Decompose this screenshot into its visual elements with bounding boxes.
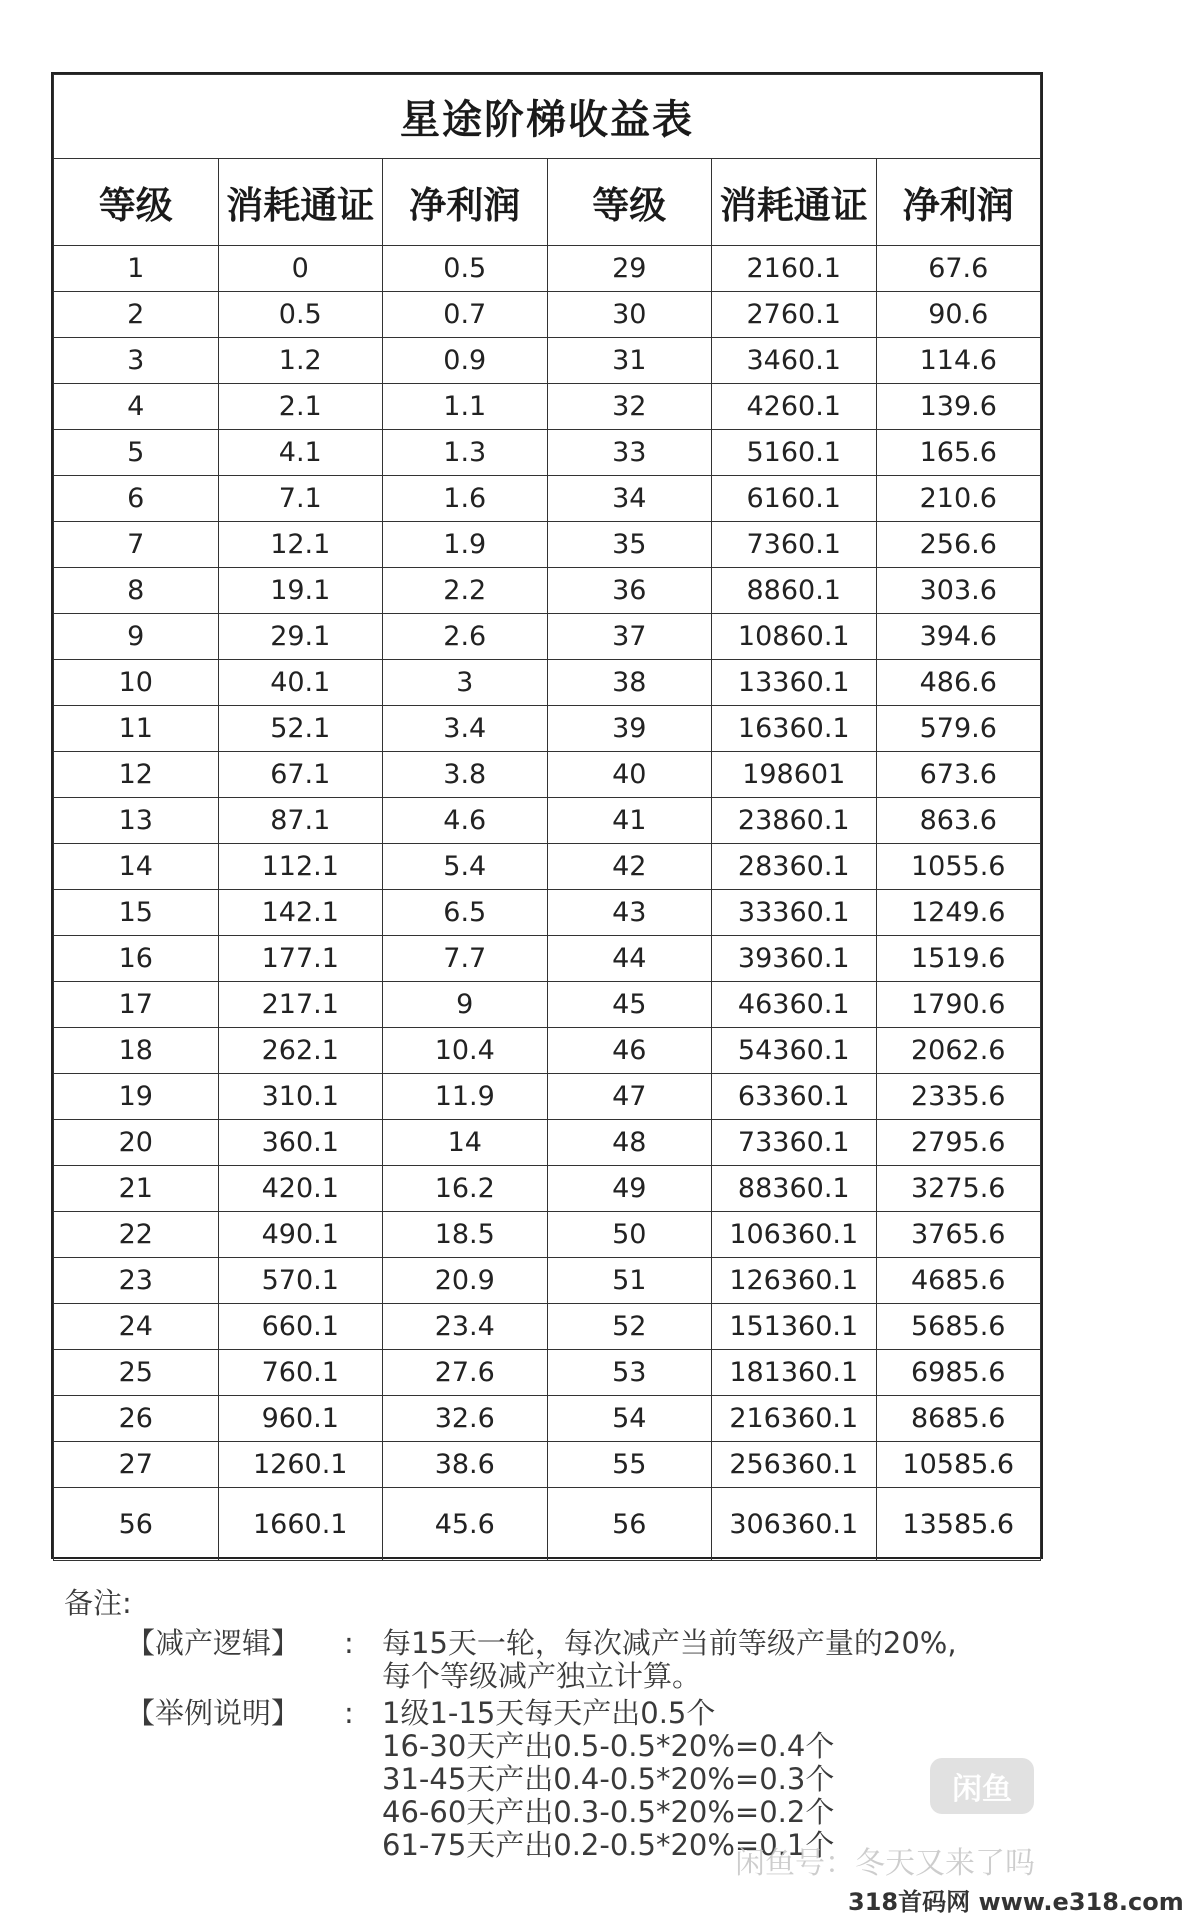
level-cell: 2	[54, 292, 219, 338]
note-reduction-logic	[126, 1627, 1024, 1693]
cost-cell: 4.1	[218, 430, 383, 476]
level-cell: 54	[547, 1396, 712, 1442]
level-cell: 19	[54, 1074, 219, 1120]
level-cell: 48	[547, 1120, 712, 1166]
level-cell: 21	[54, 1166, 219, 1212]
profit-cell: 1.1	[383, 384, 548, 430]
cost-cell: 217.1	[218, 982, 383, 1028]
profit-cell: 114.6	[876, 338, 1041, 384]
cost-cell: 1660.1	[218, 1488, 383, 1561]
cost-cell: 33360.1	[712, 890, 877, 936]
cost-cell: 760.1	[218, 1350, 383, 1396]
profit-cell: 0.9	[383, 338, 548, 384]
profit-cell: 10.4	[383, 1028, 548, 1074]
level-cell: 56	[547, 1488, 712, 1561]
column-header: 等级	[547, 159, 712, 246]
table-row	[54, 1350, 1041, 1396]
cost-cell: 16360.1	[712, 706, 877, 752]
level-cell: 17	[54, 982, 219, 1028]
level-cell: 52	[547, 1304, 712, 1350]
cost-cell: 198601	[712, 752, 877, 798]
note-line: 61-75天产出0.2-0.5*20%=0.1个	[382, 1828, 835, 1862]
level-cell: 10	[54, 660, 219, 706]
level-cell: 23	[54, 1258, 219, 1304]
profit-cell: 1.6	[383, 476, 548, 522]
profit-cell: 9	[383, 982, 548, 1028]
profit-cell: 1519.6	[876, 936, 1041, 982]
cost-cell: 1.2	[218, 338, 383, 384]
note-line: 16-30天产出0.5-0.5*20%=0.4个	[382, 1729, 835, 1763]
profit-cell: 11.9	[383, 1074, 548, 1120]
table-row	[54, 706, 1041, 752]
cost-cell: 46360.1	[712, 982, 877, 1028]
table-row	[54, 1442, 1041, 1488]
level-cell: 35	[547, 522, 712, 568]
table-row	[54, 1028, 1041, 1074]
level-cell: 55	[547, 1442, 712, 1488]
profit-cell: 18.5	[383, 1212, 548, 1258]
cost-cell: 52.1	[218, 706, 383, 752]
income-table	[53, 74, 1041, 1561]
table-row	[54, 1212, 1041, 1258]
level-cell: 41	[547, 798, 712, 844]
profit-cell: 2.2	[383, 568, 548, 614]
cost-cell: 13360.1	[712, 660, 877, 706]
cost-cell: 216360.1	[712, 1396, 877, 1442]
level-cell: 46	[547, 1028, 712, 1074]
table-row	[54, 1258, 1041, 1304]
profit-cell: 14	[383, 1120, 548, 1166]
note-lines	[382, 1627, 957, 1693]
cost-cell: 106360.1	[712, 1212, 877, 1258]
profit-cell: 4.6	[383, 798, 548, 844]
level-cell: 38	[547, 660, 712, 706]
level-cell: 51	[547, 1258, 712, 1304]
profit-cell: 3	[383, 660, 548, 706]
cost-cell: 2160.1	[712, 246, 877, 292]
profit-cell: 1.3	[383, 430, 548, 476]
cost-cell: 12.1	[218, 522, 383, 568]
cost-cell: 6160.1	[712, 476, 877, 522]
note-line: 每个等级减产独立计算。	[382, 1659, 702, 1693]
level-cell: 56	[54, 1488, 219, 1561]
profit-cell: 3.8	[383, 752, 548, 798]
level-cell: 22	[54, 1212, 219, 1258]
cost-cell: 4260.1	[712, 384, 877, 430]
table-row	[54, 936, 1041, 982]
profit-cell: 3765.6	[876, 1212, 1041, 1258]
table-row	[54, 660, 1041, 706]
cost-cell: 2.1	[218, 384, 383, 430]
level-cell: 29	[547, 246, 712, 292]
profit-cell: 3.4	[383, 706, 548, 752]
column-header: 等级	[54, 159, 219, 246]
profit-cell: 486.6	[876, 660, 1041, 706]
level-cell: 11	[54, 706, 219, 752]
level-cell: 50	[547, 1212, 712, 1258]
cost-cell: 570.1	[218, 1258, 383, 1304]
profit-cell: 13585.6	[876, 1488, 1041, 1561]
table-row	[54, 1396, 1041, 1442]
cost-cell: 360.1	[218, 1120, 383, 1166]
profit-cell: 2.6	[383, 614, 548, 660]
level-cell: 14	[54, 844, 219, 890]
table-row	[54, 292, 1041, 338]
level-cell: 49	[547, 1166, 712, 1212]
profit-cell: 165.6	[876, 430, 1041, 476]
level-cell: 26	[54, 1396, 219, 1442]
table-row	[54, 1304, 1041, 1350]
cost-cell: 0.5	[218, 292, 383, 338]
profit-cell: 863.6	[876, 798, 1041, 844]
cost-cell: 181360.1	[712, 1350, 877, 1396]
profit-cell: 2795.6	[876, 1120, 1041, 1166]
cost-cell: 7.1	[218, 476, 383, 522]
profit-cell: 579.6	[876, 706, 1041, 752]
profit-cell: 20.9	[383, 1258, 548, 1304]
profit-cell: 2335.6	[876, 1074, 1041, 1120]
author-watermark: 闲鱼号：冬天又来了吗	[735, 1846, 1035, 1881]
cost-cell: 8860.1	[712, 568, 877, 614]
level-cell: 33	[547, 430, 712, 476]
profit-cell: 45.6	[383, 1488, 548, 1561]
level-cell: 34	[547, 476, 712, 522]
cost-cell: 310.1	[218, 1074, 383, 1120]
level-cell: 1	[54, 246, 219, 292]
table-row	[54, 614, 1041, 660]
table-row	[54, 476, 1041, 522]
level-cell: 8	[54, 568, 219, 614]
table-title-row	[54, 75, 1041, 159]
cost-cell: 660.1	[218, 1304, 383, 1350]
level-cell: 16	[54, 936, 219, 982]
notes-section	[64, 1583, 1024, 1862]
cost-cell: 7360.1	[712, 522, 877, 568]
table-row	[54, 1120, 1041, 1166]
level-cell: 30	[547, 292, 712, 338]
cost-cell: 177.1	[218, 936, 383, 982]
note-colon: :	[344, 1696, 354, 1730]
level-cell: 44	[547, 936, 712, 982]
level-cell: 7	[54, 522, 219, 568]
profit-cell: 210.6	[876, 476, 1041, 522]
table-row	[54, 338, 1041, 384]
level-cell: 9	[54, 614, 219, 660]
profit-cell: 90.6	[876, 292, 1041, 338]
profit-cell: 5685.6	[876, 1304, 1041, 1350]
table-row	[54, 890, 1041, 936]
profit-cell: 5.4	[383, 844, 548, 890]
cost-cell: 1260.1	[218, 1442, 383, 1488]
note-line: 31-45天产出0.4-0.5*20%=0.3个	[382, 1762, 835, 1796]
level-cell: 4	[54, 384, 219, 430]
level-cell: 27	[54, 1442, 219, 1488]
level-cell: 13	[54, 798, 219, 844]
cost-cell: 3460.1	[712, 338, 877, 384]
profit-cell: 10585.6	[876, 1442, 1041, 1488]
profit-cell: 16.2	[383, 1166, 548, 1212]
profit-cell: 67.6	[876, 246, 1041, 292]
table-body	[54, 246, 1041, 1561]
cost-cell: 87.1	[218, 798, 383, 844]
cost-cell: 126360.1	[712, 1258, 877, 1304]
profit-cell: 2062.6	[876, 1028, 1041, 1074]
profit-cell: 0.7	[383, 292, 548, 338]
profit-cell: 6985.6	[876, 1350, 1041, 1396]
level-cell: 53	[547, 1350, 712, 1396]
note-line: 每15天一轮，每次减产当前等级产量的20%,	[382, 1626, 957, 1660]
table-row	[54, 246, 1041, 292]
profit-cell: 139.6	[876, 384, 1041, 430]
cost-cell: 54360.1	[712, 1028, 877, 1074]
profit-cell: 0.5	[383, 246, 548, 292]
profit-cell: 256.6	[876, 522, 1041, 568]
cost-cell: 40.1	[218, 660, 383, 706]
column-header: 消耗通证	[712, 159, 877, 246]
table-header-row	[54, 159, 1041, 246]
level-cell: 39	[547, 706, 712, 752]
income-table-sheet	[51, 72, 1043, 1559]
cost-cell: 28360.1	[712, 844, 877, 890]
cost-cell: 960.1	[218, 1396, 383, 1442]
level-cell: 20	[54, 1120, 219, 1166]
table-title: 星途阶梯收益表	[54, 75, 1041, 159]
table-row	[54, 752, 1041, 798]
table-row	[54, 430, 1041, 476]
note-line: 1级1-15天每天产出0.5个	[382, 1696, 716, 1730]
profit-cell: 27.6	[383, 1350, 548, 1396]
level-cell: 5	[54, 430, 219, 476]
profit-cell: 8685.6	[876, 1396, 1041, 1442]
level-cell: 31	[547, 338, 712, 384]
table-row	[54, 982, 1041, 1028]
profit-cell: 6.5	[383, 890, 548, 936]
profit-cell: 32.6	[383, 1396, 548, 1442]
table-row	[54, 1074, 1041, 1120]
profit-cell: 1790.6	[876, 982, 1041, 1028]
profit-cell: 3275.6	[876, 1166, 1041, 1212]
note-line: 46-60天产出0.3-0.5*20%=0.2个	[382, 1795, 835, 1829]
note-colon: :	[344, 1626, 354, 1660]
level-cell: 42	[547, 844, 712, 890]
cost-cell: 306360.1	[712, 1488, 877, 1561]
notes-label: 备注:	[64, 1586, 132, 1620]
level-cell: 12	[54, 752, 219, 798]
level-cell: 25	[54, 1350, 219, 1396]
note-key: 【举例说明】	[126, 1696, 301, 1730]
table-row	[54, 1166, 1041, 1212]
cost-cell: 112.1	[218, 844, 383, 890]
profit-cell: 673.6	[876, 752, 1041, 798]
note-key: 【减产逻辑】	[126, 1626, 301, 1660]
cost-cell: 29.1	[218, 614, 383, 660]
cost-cell: 63360.1	[712, 1074, 877, 1120]
cost-cell: 420.1	[218, 1166, 383, 1212]
profit-cell: 394.6	[876, 614, 1041, 660]
table-row	[54, 568, 1041, 614]
cost-cell: 142.1	[218, 890, 383, 936]
cost-cell: 73360.1	[712, 1120, 877, 1166]
cost-cell: 67.1	[218, 752, 383, 798]
column-header: 消耗通证	[218, 159, 383, 246]
table-row	[54, 798, 1041, 844]
table-row	[54, 1488, 1041, 1561]
cost-cell: 0	[218, 246, 383, 292]
level-cell: 3	[54, 338, 219, 384]
profit-cell: 38.6	[383, 1442, 548, 1488]
level-cell: 45	[547, 982, 712, 1028]
profit-cell: 7.7	[383, 936, 548, 982]
profit-cell: 1249.6	[876, 890, 1041, 936]
site-watermark: 318首码网 www.e318.com	[848, 1888, 1184, 1916]
cost-cell: 490.1	[218, 1212, 383, 1258]
cost-cell: 256360.1	[712, 1442, 877, 1488]
cost-cell: 88360.1	[712, 1166, 877, 1212]
level-cell: 15	[54, 890, 219, 936]
level-cell: 37	[547, 614, 712, 660]
level-cell: 36	[547, 568, 712, 614]
level-cell: 24	[54, 1304, 219, 1350]
cost-cell: 10860.1	[712, 614, 877, 660]
cost-cell: 23860.1	[712, 798, 877, 844]
cost-cell: 2760.1	[712, 292, 877, 338]
level-cell: 32	[547, 384, 712, 430]
cost-cell: 262.1	[218, 1028, 383, 1074]
cost-cell: 5160.1	[712, 430, 877, 476]
level-cell: 6	[54, 476, 219, 522]
column-header: 净利润	[876, 159, 1041, 246]
column-header: 净利润	[383, 159, 548, 246]
profit-cell: 4685.6	[876, 1258, 1041, 1304]
profit-cell: 1.9	[383, 522, 548, 568]
cost-cell: 39360.1	[712, 936, 877, 982]
table-row	[54, 384, 1041, 430]
xianyu-badge-watermark: 闲鱼	[930, 1758, 1034, 1814]
cost-cell: 151360.1	[712, 1304, 877, 1350]
profit-cell: 303.6	[876, 568, 1041, 614]
table-row	[54, 522, 1041, 568]
level-cell: 18	[54, 1028, 219, 1074]
level-cell: 43	[547, 890, 712, 936]
table-row	[54, 844, 1041, 890]
cost-cell: 19.1	[218, 568, 383, 614]
profit-cell: 23.4	[383, 1304, 548, 1350]
level-cell: 40	[547, 752, 712, 798]
level-cell: 47	[547, 1074, 712, 1120]
profit-cell: 1055.6	[876, 844, 1041, 890]
